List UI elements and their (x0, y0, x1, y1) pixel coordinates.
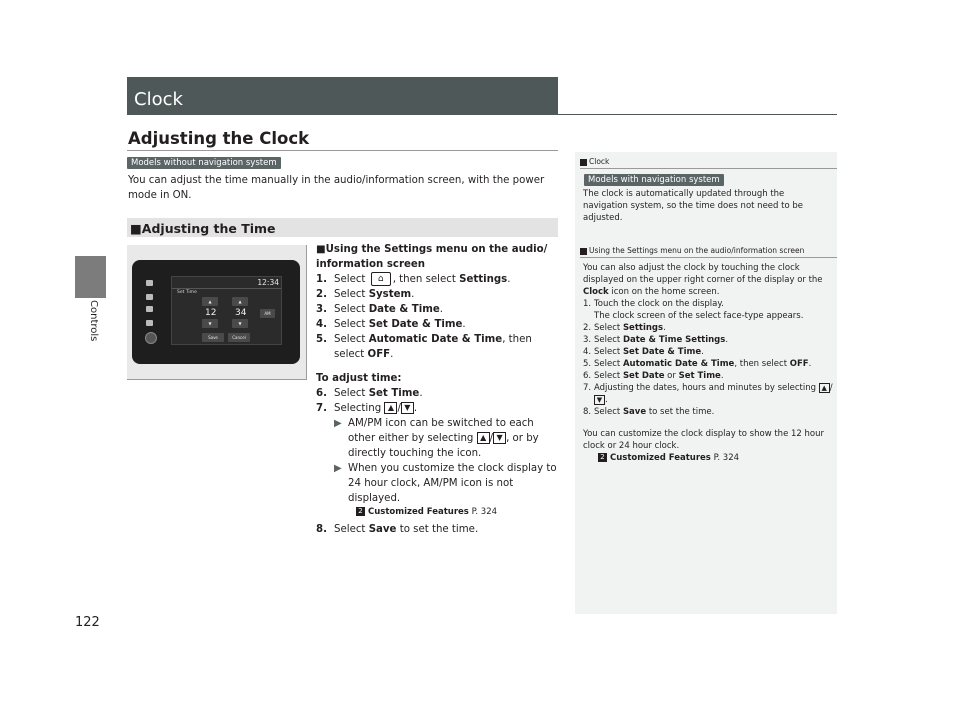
note-step-3: 3. Select Date & Time Settings. (583, 335, 729, 345)
lcd-title: Set Time (177, 290, 197, 295)
xref-icon: 2 (356, 507, 365, 516)
menu-icon (146, 294, 153, 300)
lcd-clock: 12:34 (257, 278, 279, 287)
ampm-button[interactable]: AM (260, 309, 275, 318)
chapter-header-bar (127, 77, 558, 115)
note-step-6: 6. Select Set Date or Set Time. (583, 371, 724, 381)
note-step-5: 5. Select Automatic Date & Time, then select OFF. (583, 359, 812, 369)
step-5: 5. Select Automatic Date & Time, then select OFF. (316, 334, 532, 360)
step-7: 7. Selecting ▲ / ▼ . (316, 403, 418, 414)
minute-down-button[interactable]: ▼ (232, 319, 248, 328)
adjust-heading: To adjust time: (316, 373, 402, 384)
model-badge-nav: Models with navigation system (584, 174, 724, 186)
note-24hour: ▶ When you customize the clock display to 24 hour clock, AM/PM icon is not displayed. (334, 463, 557, 504)
subsection-heading: ■Adjusting the Time (130, 221, 276, 236)
note-arrow-icon: ▶ (334, 418, 342, 429)
down-arrow-icon: ▼ (594, 395, 605, 405)
back-icon (146, 306, 153, 312)
step-2: 2. Select System. (316, 289, 415, 300)
hour-down-button[interactable]: ▼ (202, 319, 218, 328)
step-3: 3. Select Date & Time. (316, 304, 443, 315)
model-badge: Models without navigation system (127, 157, 281, 169)
procedure-heading: ■Using the Settings menu on the audio/ information screen (316, 244, 548, 270)
procedure (316, 242, 560, 537)
up-arrow-icon: ▲ (477, 432, 490, 444)
step-4: 4. Select Set Date & Time. (316, 319, 466, 330)
chapter-side-label: Controls (88, 300, 99, 342)
volume-icon (146, 320, 153, 326)
clock-note-heading: Clock (580, 157, 609, 166)
note-step-2: 2. Select Settings. (583, 323, 666, 333)
page-number: 122 (75, 615, 100, 630)
home-icon: ⌂ (371, 272, 391, 286)
clock-note-text: The clock is automatically updated through the navigation system, so the time does not need to be adjusted. (583, 189, 803, 223)
hour-up-button[interactable]: ▲ (202, 297, 218, 306)
chapter-rule (558, 114, 837, 115)
step-1: 1. Select ⌂ , then select Settings. (316, 274, 511, 285)
note-cross-reference[interactable]: 2 Customized Features P. 324 (583, 452, 833, 464)
settings-note-body: You can also adjust the clock by touching the clock displayed on the upper right corner of the display or the Clock icon on the home screen. 1. Touch the clock on the display. The clock screen of the select face-type appears. 2. Select Settings. 3. Select Date & Time Settings. 4. Select Set Date & Time. 5. Select Automatic Date & Time, then select OFF. 6. Select Set Date or Set Time. 7. Adjusting the dates, hours and minutes by selecting ▲ /▼ . 8. Select Save to set the time. You can customize the clock display to show the 12 hour clock or 24 hour clock. 2 Customized Features P. 324 (583, 263, 833, 463)
lcd-status-bar (172, 277, 281, 289)
home-icon (146, 280, 153, 286)
note-marker-icon (580, 248, 587, 255)
up-arrow-icon: ▲ (819, 383, 830, 393)
note-step-1: 1. Touch the clock on the display. (583, 299, 724, 309)
chapter-title: Clock (134, 89, 183, 110)
save-button[interactable]: Save (202, 333, 224, 342)
settings-note-heading: Using the Settings menu on the audio/information screen (580, 246, 804, 255)
intro-paragraph: You can adjust the time manually in the audio/information screen, with the power mode in ON. (128, 175, 545, 201)
chapter-tab (75, 256, 106, 298)
down-arrow-icon: ▼ (401, 402, 414, 414)
down-arrow-icon: ▼ (493, 432, 506, 444)
section-heading: Adjusting the Clock (128, 129, 310, 148)
note-customize-text: You can customize the clock display to show the 12 hour clock or 24 hour clock. (583, 429, 824, 451)
section-rule (127, 150, 558, 151)
note-step-1-sub: The clock screen of the select face-type appears. (594, 311, 804, 321)
hour-value: 12 (205, 308, 217, 318)
up-arrow-icon: ▲ (384, 402, 397, 414)
note-marker-icon (580, 159, 587, 166)
step-8: 8. Select Save to set the time. (316, 524, 479, 535)
minute-up-button[interactable]: ▲ (232, 297, 248, 306)
cross-reference[interactable]: 2 Customized Features P. 324 (316, 506, 560, 519)
clock-note-rule (580, 168, 837, 169)
note-step-4: 4. Select Set Date & Time. (583, 347, 704, 357)
note-ampm: ▶ AM/PM icon can be switched to each other either by selecting ▲ / ▼ , or by directly touching the icon. (334, 418, 539, 459)
note-step-7: 7. Adjusting the dates, hours and minutes by selecting ▲ /▼ . (583, 383, 833, 405)
xref-icon: 2 (598, 453, 607, 462)
volume-knob (145, 332, 157, 344)
note-arrow-icon: ▶ (334, 463, 342, 474)
cancel-button[interactable]: Cancel (228, 333, 250, 342)
step-6: 6. Select Set Time. (316, 388, 423, 399)
note-step-8: 8. Select Save to set the time. (583, 407, 715, 417)
lcd-screen (171, 276, 282, 345)
minute-value: 34 (235, 308, 247, 318)
settings-note-rule (580, 257, 837, 258)
